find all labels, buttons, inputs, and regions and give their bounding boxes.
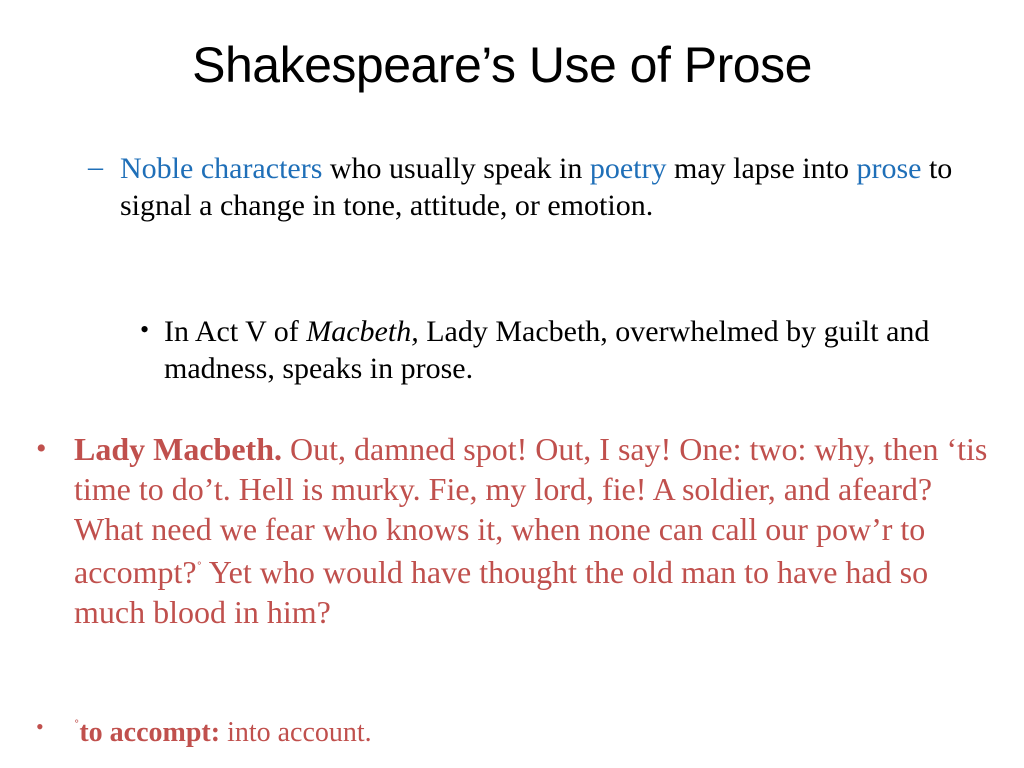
footnote-mark-ref: ˚ bbox=[74, 718, 80, 735]
point1-text-a: who usually speak in bbox=[322, 152, 590, 185]
sub-bullet-marker: • bbox=[140, 315, 150, 344]
point2-text-a: In Act V of bbox=[164, 315, 307, 348]
slide-title: Shakespeare’s Use of Prose bbox=[192, 37, 812, 93]
footnote-mark: ˚ bbox=[196, 560, 202, 577]
footnote-bullet-marker: • bbox=[36, 714, 44, 739]
quote-speaker: Lady Macbeth. bbox=[74, 431, 282, 467]
point1-text-c: to signal a change in tone, attitude, or emotion. bbox=[120, 152, 953, 222]
lady-macbeth-quote bbox=[74, 429, 994, 632]
footnote-term: to accompt: bbox=[79, 717, 221, 748]
noble-characters-point bbox=[120, 150, 990, 224]
point1-text-b: may lapse into bbox=[666, 152, 857, 185]
footnote-definition: into account. bbox=[220, 717, 372, 748]
term-prose: prose bbox=[856, 152, 922, 185]
dash-bullet-marker: – bbox=[88, 150, 103, 183]
quote-text-b: Yet who would have thought the old man to have had so much blood in him? bbox=[74, 554, 929, 630]
quote-bullet-marker: • bbox=[36, 432, 47, 465]
footnote bbox=[74, 710, 674, 750]
term-noble-characters: Noble characters bbox=[120, 152, 323, 185]
term-poetry: poetry bbox=[589, 152, 667, 185]
macbeth-title-italic: Macbeth, bbox=[306, 315, 419, 348]
point2-text-b: Lady Macbeth, overwhelmed by guilt and madness, speaks in prose. bbox=[164, 315, 930, 385]
quote-text-a: Out, damned spot! Out, I say! One: two: why, then ‘tis time to do’t. Hell is murky. Fie, my lord, fie! A soldier, and afeard? What need we fear who knows it, when none can call our pow’r to accompt? bbox=[74, 431, 988, 590]
act-v-point bbox=[164, 313, 994, 387]
